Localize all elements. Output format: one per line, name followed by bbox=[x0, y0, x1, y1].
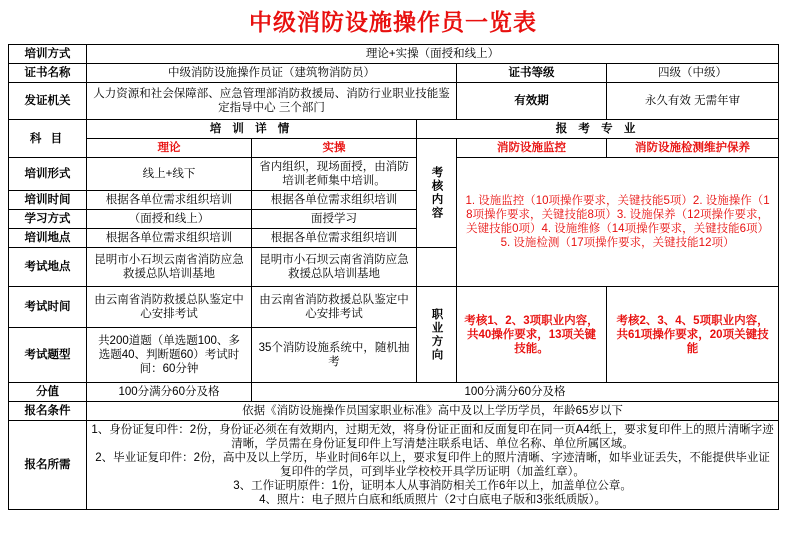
exam-place-practice: 昆明市小石坝云南省消防应急救援总队培训基地 bbox=[252, 248, 417, 287]
apply-need-item: 3、工作证明原件：1份，证明本人从事消防相关工作6年以上，加盖单位公章。 bbox=[233, 480, 632, 492]
train-mode-value: 理论+实操（面授和线上） bbox=[87, 45, 779, 64]
train-time-practice: 根据各单位需求组织培训 bbox=[252, 191, 417, 210]
validity-value: 永久有效 无需年审 bbox=[607, 83, 779, 120]
train-form-label: 培训形式 bbox=[9, 158, 87, 191]
train-place-practice: 根据各单位需求组织培训 bbox=[252, 229, 417, 248]
exam-major-header: 报 考 专 业 bbox=[417, 120, 779, 139]
job-direction-monitor: 考核1、2、3项职业内容，共40操作要求，13项关键技能。 bbox=[457, 287, 607, 383]
table-row bbox=[9, 45, 779, 64]
score-theory: 100分满分60分及格 bbox=[87, 383, 252, 402]
apply-condition-label: 报名条件 bbox=[9, 402, 87, 421]
table-row bbox=[9, 421, 779, 510]
page-title: 中级消防设施操作员一览表 bbox=[249, 10, 537, 36]
cert-name-value: 中级消防设施操作员证（建筑物消防员） bbox=[87, 64, 457, 83]
apply-need-item: 4、照片：电子照片白底和纸质照片（2寸白底电子版和3张纸质版）。 bbox=[259, 494, 606, 506]
train-mode-label: 培训方式 bbox=[9, 45, 87, 64]
score-label: 分值 bbox=[9, 383, 87, 402]
train-form-practice: 省内组织，现场面授，由消防培训老师集中培训。 bbox=[252, 158, 417, 191]
table-row bbox=[9, 383, 779, 402]
train-place-theory: 根据各单位需求组织培训 bbox=[87, 229, 252, 248]
train-time-theory: 根据各单位需求组织培训 bbox=[87, 191, 252, 210]
score-practice: 100分满分60分及格 bbox=[252, 383, 779, 402]
issuer-value: 人力资源和社会保障部、应急管理部消防救援局、消防行业职业技能鉴定指导中心 三个部门 bbox=[87, 83, 457, 120]
exam-type-theory: 共200道题（单选题100、多选题40、判断题60）考试时间：60分钟 bbox=[87, 328, 252, 383]
exam-content-value: 1. 设施监控（10项操作要求，关键技能5项）2. 设施操作（18项操作要求，关键技能8项）3. 设施保养（12项操作要求，关键技能0项）4. 设施维修（14项操作要求，关键技能6项）5. 设施检测（17项操作要求，关键技能12项） bbox=[457, 158, 779, 287]
table-row bbox=[9, 402, 779, 421]
validity-label: 有效期 bbox=[457, 83, 607, 120]
train-place-label: 培训地点 bbox=[9, 229, 87, 248]
cert-level-label: 证书等级 bbox=[457, 64, 607, 83]
column-practice: 实操 bbox=[252, 139, 417, 158]
job-direction-label-text: 职业方向 bbox=[430, 307, 443, 362]
exam-time-label: 考试时间 bbox=[9, 287, 87, 328]
issuer-label: 发证机关 bbox=[9, 83, 87, 120]
info-table bbox=[8, 44, 779, 510]
apply-need-item: 1、身份证复印件：2份，身份证必须在有效期内，过期无效，将身份证正面和反面复印在同一页A4纸上，要求复印件上的照片清晰字迹清晰，学员需在身份证复印件上写清楚注联系电话、单位名称、单位所属区域。 bbox=[91, 424, 774, 450]
table-row bbox=[9, 139, 779, 158]
detail-header: 培 训 详 情 bbox=[87, 120, 417, 139]
study-mode-theory: （面授和线上） bbox=[87, 210, 252, 229]
exam-type-label: 考试题型 bbox=[9, 328, 87, 383]
study-mode-label: 学习方式 bbox=[9, 210, 87, 229]
exam-content-vertical-label bbox=[417, 139, 457, 248]
table-row bbox=[9, 158, 779, 191]
apply-condition-value: 依据《消防设施操作员国家职业标准》高中及以上学历学员，年龄65岁以下 bbox=[87, 402, 779, 421]
table-row bbox=[9, 120, 779, 139]
exam-time-practice: 由云南省消防救援总队鉴定中心安排考试 bbox=[252, 287, 417, 328]
train-time-label: 培训时间 bbox=[9, 191, 87, 210]
exam-place-label: 考试地点 bbox=[9, 248, 87, 287]
exam-content-label-text: 考核内容 bbox=[430, 166, 443, 220]
exam-place-theory: 昆明市小石坝云南省消防应急救援总队培训基地 bbox=[87, 248, 252, 287]
job-direction-vertical-label bbox=[417, 287, 457, 383]
table-row bbox=[9, 64, 779, 83]
cert-level-value: 四级（中级） bbox=[607, 64, 779, 83]
column-theory: 理论 bbox=[87, 139, 252, 158]
table-row bbox=[9, 83, 779, 120]
table-row bbox=[9, 287, 779, 328]
subject-label: 科 目 bbox=[9, 120, 87, 158]
study-mode-practice: 面授学习 bbox=[252, 210, 417, 229]
exam-type-practice: 35个消防设施系统中，随机抽考 bbox=[252, 328, 417, 383]
cert-name-label: 证书名称 bbox=[9, 64, 87, 83]
major-monitor-header: 消防设施监控 bbox=[457, 139, 607, 158]
train-form-theory: 线上+线下 bbox=[87, 158, 252, 191]
major-maintain-header: 消防设施检测维护保养 bbox=[607, 139, 779, 158]
exam-time-theory: 由云南省消防救援总队鉴定中心安排考试 bbox=[87, 287, 252, 328]
apply-need-item: 2、毕业证复印件：2份，高中及以上学历，毕业时间6年以上，要求复印件上的照片清晰、字迹清晰，如毕业证丢失，不能提供毕业证复印件的学员，可到毕业学校校开具学历证明（加盖红章）。 bbox=[95, 452, 770, 478]
job-direction-maintain: 考核2、3、4、5项职业内容，共61项操作要求，20项关键技能 bbox=[607, 287, 779, 383]
apply-need-label: 报名所需 bbox=[9, 421, 87, 510]
apply-need-list bbox=[87, 421, 779, 510]
